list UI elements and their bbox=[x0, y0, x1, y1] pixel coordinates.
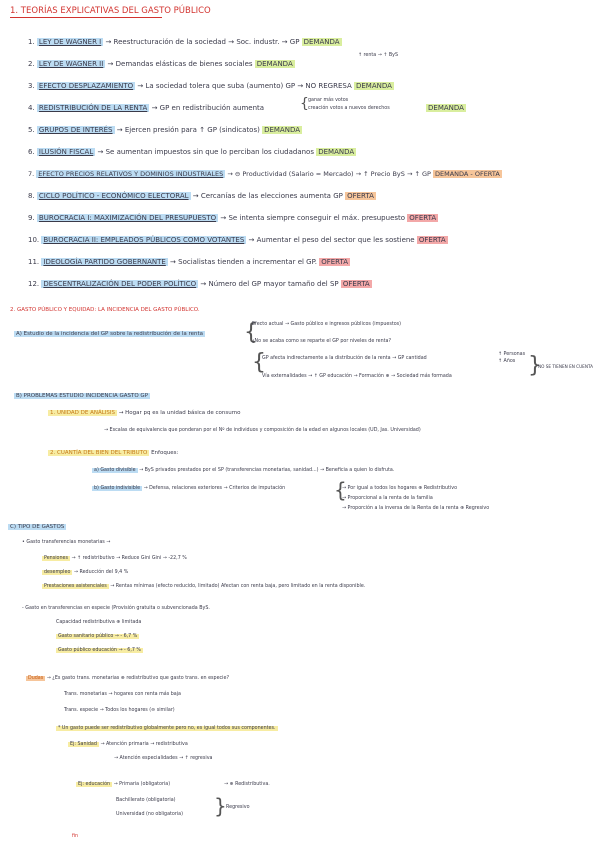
c-bullet-1: • Gasto transferencias monetarias → bbox=[22, 540, 111, 545]
theory-number: 1. bbox=[28, 38, 35, 46]
theory-number: 2. bbox=[28, 60, 35, 68]
theory-note: creación votos a nuevos derechos bbox=[308, 106, 390, 111]
a-sub-1: GP afecta indirectamente a la distribución de la renta → GP cantidad bbox=[262, 356, 427, 361]
b1-row bbox=[48, 410, 240, 417]
theory-name: LEY DE WAGNER II bbox=[38, 60, 104, 68]
theory-row bbox=[28, 60, 295, 69]
b2-text: Enfoques: bbox=[151, 450, 179, 456]
section-a-label: A) Estudio de la incidencia del GP sobre la redistribución de la renta bbox=[16, 331, 204, 337]
theory-tag: OFERTA bbox=[409, 214, 437, 222]
c-answer: Trans. especie → Todos los hogares (⊖ similar) bbox=[64, 708, 175, 713]
c-example-2-regresivo: Regresivo bbox=[226, 805, 250, 810]
section-c-label: C) TIPO DE GASTOS bbox=[10, 524, 65, 530]
b1-text: → Hogar pq es la unidad básica de consumo bbox=[118, 410, 241, 416]
c-desempleo-row bbox=[42, 570, 128, 576]
theory-name: EFECTO PRECIOS RELATIVOS Y DOMINIOS INDUSTRIALES bbox=[38, 170, 224, 178]
b2a-row bbox=[92, 468, 394, 474]
theory-name: CICLO POLÍTICO - ECONÓMICO ELECTORAL bbox=[38, 192, 189, 200]
theory-number: 3. bbox=[28, 82, 35, 90]
brace: { bbox=[334, 478, 347, 502]
theory-row bbox=[28, 104, 264, 113]
theory-row bbox=[28, 148, 356, 157]
theory-name: IDEOLOGÍA PARTIDO GOBERNANTE bbox=[43, 258, 166, 266]
a-right-note: NO SE TIENEN EN CUENTA bbox=[538, 364, 594, 369]
a-sub-1-note: ↑ Personas bbox=[498, 352, 526, 357]
c-example-2-result: → ⊕ Redistributiva. bbox=[224, 782, 270, 787]
theory-row bbox=[28, 192, 376, 201]
a-branch-1: Efecto actual → Gasto público e ingresos públicos (impuestos) bbox=[252, 322, 402, 327]
theory-number: 6. bbox=[28, 148, 35, 156]
theory-tag: DEMANDA bbox=[428, 104, 464, 112]
a-sub-2: Vía externalidades → ↑ GP educación → Formación ⊕ → Sociedad más formada bbox=[262, 374, 452, 379]
theory-number: 4. bbox=[28, 104, 35, 112]
page-title: 1. TEORÍAS EXPLICATIVAS DEL GASTO PÚBLICO bbox=[10, 6, 211, 16]
theory-name: BUROCRACIA II: EMPLEADOS PÚBLICOS COMO VOTANTES bbox=[43, 236, 245, 244]
theory-text: → GP en redistribución aumenta bbox=[151, 104, 265, 112]
c-bullet-2-item: Capacidad redistributiva ⊕ limitada bbox=[56, 620, 142, 625]
c-example-row bbox=[68, 742, 188, 748]
c-answer-note bbox=[56, 726, 278, 732]
c-pensions-row bbox=[42, 556, 187, 562]
theory-tag: OFERTA bbox=[321, 258, 349, 266]
brace: { bbox=[252, 350, 266, 375]
theory-text: → Cercanías de las elecciones aumenta GP bbox=[192, 192, 343, 200]
b1-sub: → Escalas de equivalencia que ponderan por el Nº de individuos y composición de la edad en algunos locales (UD, Jas. Universidad) bbox=[104, 428, 421, 433]
theory-text: → ⊖ Productividad (Salario = Mercado) → ↑ Precio ByS → ↑ GP bbox=[227, 170, 431, 178]
c-desempleo-text: → Reducción del 9,4 % bbox=[73, 570, 129, 575]
c-answer: Trans. monetarias → hogares con renta más baja bbox=[64, 692, 181, 697]
b2-label: 2. CUANTÍA DEL BIEN DEL TRIBUTO bbox=[50, 450, 148, 456]
theory-name: ILUSIÓN FISCAL bbox=[38, 148, 94, 156]
section-2-title: 2. GASTO PÚBLICO Y EQUIDAD: LA INCIDENCIA DEL GASTO PÚBLICO. bbox=[10, 307, 200, 313]
theory-number: 9. bbox=[28, 214, 35, 222]
c-prestaciones-row bbox=[42, 584, 365, 590]
theory-row bbox=[28, 170, 502, 179]
c-example-2-text: Bachillerato (obligatoria) bbox=[116, 798, 176, 803]
theory-tag: DEMANDA bbox=[264, 126, 301, 134]
section-a bbox=[14, 331, 205, 338]
c-example-2-text: → Primaria (obligatoria) bbox=[113, 782, 171, 787]
c-example-text-2: → Atención especialidades → ↑ regresiva bbox=[114, 756, 213, 761]
c-example-text: → Atención primaria → redistributiva bbox=[100, 742, 188, 747]
theory-tag: DEMANDA bbox=[355, 82, 392, 90]
c-example-2-label: Ej: educación bbox=[78, 782, 111, 787]
theory-text: → Se intenta siempre conseguir el máx. presupuesto bbox=[220, 214, 406, 222]
c-example-2-row bbox=[76, 782, 170, 788]
theory-text: → Socialistas tienden a incrementar el GP. bbox=[170, 258, 317, 266]
theory-number: 12. bbox=[28, 280, 40, 288]
theory-note: ganar más votos bbox=[308, 98, 349, 103]
c-bullet-2-item bbox=[56, 634, 139, 640]
theory-number: 5. bbox=[28, 126, 35, 134]
theory-row bbox=[28, 258, 350, 267]
c-answer-note-text: * Un gasto puede ser redistributivo globalmente pero no, es igual todos sus componentes. bbox=[58, 726, 276, 731]
theory-text: → Reestructuración de la sociedad → Soc. industr. → GP bbox=[105, 38, 300, 46]
theory-name: EFECTO DESPLAZAMIENTO bbox=[38, 82, 134, 90]
theory-tag-wrap bbox=[426, 104, 466, 113]
theory-number: 10. bbox=[28, 236, 40, 244]
b2b-label: b) Gasto indivisible bbox=[94, 486, 141, 491]
theory-name: GRUPOS DE INTERÉS bbox=[38, 126, 113, 134]
theory-row bbox=[28, 126, 302, 135]
theory-name: REDISTRIBUCIÓN DE LA RENTA bbox=[38, 104, 148, 112]
theory-text: → Se aumentan impuestos sin que lo perciban los ciudadanos bbox=[97, 148, 314, 156]
theory-row bbox=[28, 236, 448, 245]
theory-text: → Número del GP mayor tamaño del SP bbox=[200, 280, 339, 288]
b2b-text: → Defensa, relaciones exteriores → Criterios de imputación bbox=[143, 486, 286, 491]
theory-number: 11. bbox=[28, 258, 40, 266]
c-pensions-text: → ↑ redistributivo → Reduce Gini Gini → -22,7 % bbox=[71, 556, 187, 561]
b2b-option: → Por igual a todos los hogares ⊕ Redistributivo bbox=[342, 486, 458, 491]
c-question-row bbox=[26, 676, 229, 682]
c-question-text: → ¿Es gasto trans. monetarias ⊕ redistributivo que gasto trans. en especie? bbox=[46, 676, 230, 681]
b2b-option: → Proporción a la inversa de la Renta de la renta ⊕ Regresivo bbox=[342, 506, 490, 511]
brace: { bbox=[300, 96, 309, 112]
b2b-option: → Proporcional a la renta de la familia bbox=[342, 496, 433, 501]
c-bullet-2: - Gasto en transferencias en especie (Provisión gratuita o subvencionada ByS. bbox=[22, 606, 210, 611]
a-branch-2: ¿No se acaba como se reparte el GP por niveles de renta? bbox=[252, 339, 392, 344]
theory-row bbox=[28, 280, 372, 289]
theory-text: → Ejercen presión para ↑ GP (sindicatos) bbox=[116, 126, 260, 134]
theory-tag: OFERTA bbox=[418, 236, 446, 244]
theory-name: DESCENTRALIZACIÓN DEL PODER POLÍTICO bbox=[43, 280, 197, 288]
c-pensions-label: Pensiones bbox=[44, 556, 68, 561]
c-example-2-text: Universidad (no obligatoria) bbox=[116, 812, 183, 817]
a-sub-1-note: ↑ Años bbox=[498, 359, 516, 364]
theory-row bbox=[28, 38, 342, 47]
c-bullet-2-item bbox=[56, 648, 143, 654]
theory-note: ↑ renta → ↑ ByS bbox=[358, 53, 399, 58]
theory-name: LEY DE WAGNER I bbox=[38, 38, 102, 46]
theory-name: BUROCRACIA I: MAXIMIZACIÓN DEL PRESUPUESTO bbox=[38, 214, 217, 222]
theory-number: 7. bbox=[28, 170, 35, 178]
c-example-label: Ej: Sanidad bbox=[70, 742, 97, 747]
theory-tag: OFERTA bbox=[347, 192, 374, 200]
theory-tag: DEMANDA bbox=[303, 38, 340, 46]
theory-text: → Aumentar el peso del sector que les sostiene bbox=[248, 236, 415, 244]
c-desempleo-label: desempleo bbox=[44, 570, 71, 575]
theory-text: → Demandas elásticas de bienes sociales bbox=[107, 60, 253, 68]
b2b-row bbox=[92, 486, 285, 492]
section-c bbox=[8, 524, 66, 531]
theory-tag: OFERTA bbox=[342, 280, 370, 288]
b2-row bbox=[48, 450, 178, 457]
c-question-label: Dudas bbox=[28, 676, 44, 681]
section-b bbox=[14, 393, 150, 400]
section-b-label: B) PROBLEMAS ESTUDIO INCIDENCIA GASTO GP bbox=[16, 393, 149, 399]
theory-text: → La sociedad tolera que suba (aumento) GP → NO REGRESA bbox=[137, 82, 352, 90]
b2a-text: → ByS privados prestados por el SP (transferencias monetarias, sanidad...) → Beneficia a quien lo disfruta. bbox=[139, 468, 395, 473]
c-prestaciones-label: Prestaciones asistenciales bbox=[44, 584, 107, 589]
theory-number: 8. bbox=[28, 192, 35, 200]
brace: } bbox=[214, 794, 227, 818]
brace: { bbox=[244, 320, 258, 345]
footer-text: fin bbox=[72, 834, 79, 839]
c-prestaciones-text: → Rentas mínimas (efecto reducido, limitado) Afectan con renta baja, pero limitado en la renta disponible. bbox=[110, 584, 366, 589]
brace: } bbox=[528, 353, 542, 378]
theory-row bbox=[28, 82, 394, 91]
theory-tag: DEMANDA bbox=[256, 60, 293, 68]
c-gasto-educacion: Gasto público educación → - 6,7 % bbox=[58, 648, 141, 653]
theory-row bbox=[28, 214, 438, 223]
theory-tag: DEMANDA - OFERTA bbox=[435, 170, 500, 178]
b2a-label: a) Gasto divisible bbox=[94, 468, 136, 473]
title-underline bbox=[10, 17, 162, 18]
theory-tag: DEMANDA bbox=[318, 148, 355, 156]
b1-label: 1. UNIDAD DE ANÁLISIS bbox=[50, 410, 116, 416]
c-gasto-sanitario: Gasto sanitario público → - 6,7 % bbox=[58, 634, 138, 639]
